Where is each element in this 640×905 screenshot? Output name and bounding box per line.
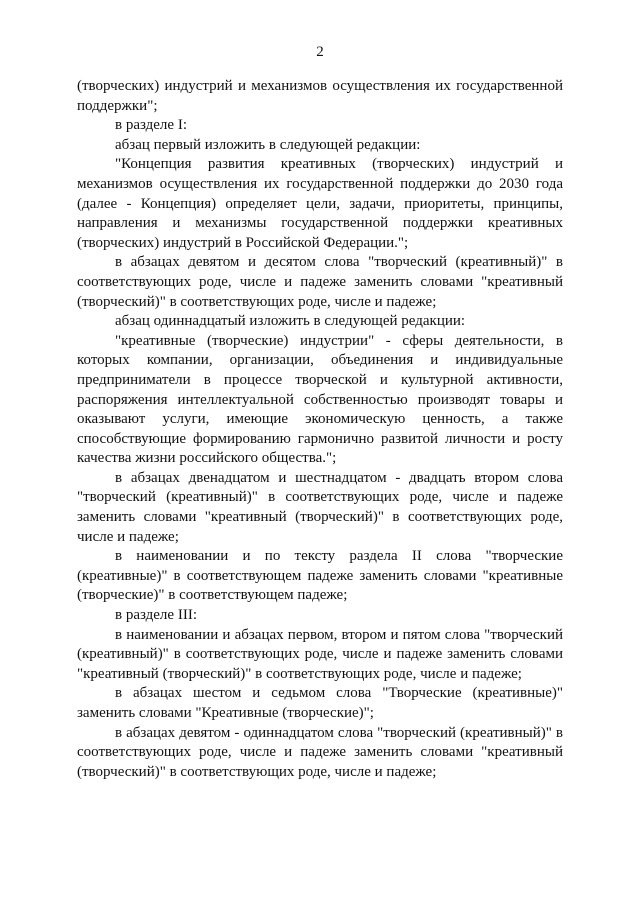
paragraph-7: "креативные (творческие) индустрии" - сферы деятельности, в которых компании, организации, объединения и индивидуальные предприниматели в процессе творческой и культурной активности, распоряжения интеллектуальной собственностью производят товары и оказывают услуги, имеющие экономическую ценность, а также способствующие формированию гармонично развитой личности и росту качества жизни российского общества."; (77, 332, 563, 467)
paragraph-8: в абзацах двенадцатом и шестнадцатом - двадцать втором слова "творческий (креативный)" в соответствующих роде, числе и падеже заменить словами "креативный (творческий)" в соответствующих роде, числе и падеже; (77, 469, 563, 545)
paragraph-11: в наименовании и абзацах первом, втором и пятом слова "творческий (креативный)" в соответствующих роде, числе и падеже заменить словами "креативный (творческий)" в соответствующих роде, числе и падеже; (77, 626, 563, 682)
paragraph-2: в разделе I: (115, 117, 187, 134)
paragraph-12: в абзацах шестом и седьмом слова "Творческие (креативные)" заменить словами "Креативные (творческие)"; (77, 685, 563, 721)
paragraph-1: (творческих) индустрий и механизмов осуществления их государственной поддержки"; (77, 78, 563, 114)
page-number: 2 (316, 44, 324, 60)
paragraph-6: абзац одиннадцатый изложить в следующей редакции: (115, 313, 466, 330)
paragraph-13: в абзацах девятом - одиннадцатом слова "творческий (креативный)" в соответствующих роде, числе и падеже заменить словами "креативный (творческий)" в соответствующих роде, числе и падеже; (77, 724, 563, 780)
document-body (77, 77, 563, 782)
paragraph-4: "Концепция развития креативных (творческих) индустрий и механизмов осуществления их государственной поддержки до 2030 года (далее - Концепция) определяет цели, задачи, приоритеты, принципы, направления и механизмы государственной поддержки креативных (творческих) индустрий в Российской Федерации."; (77, 156, 563, 251)
paragraph-10: в разделе III: (115, 607, 197, 624)
paragraph-9: в наименовании и по тексту раздела II слова "творческие (креативные)" в соответствующем падеже заменить словами "креативные (творческие)" в соответствующем падеже; (77, 548, 563, 604)
paragraph-3: абзац первый изложить в следующей редакции: (115, 136, 421, 153)
paragraph-5: в абзацах девятом и десятом слова "творческий (креативный)" в соответствующих роде, числе и падеже заменить словами "креативный (творческий)" в соответствующих роде, числе и падеже; (77, 254, 563, 310)
